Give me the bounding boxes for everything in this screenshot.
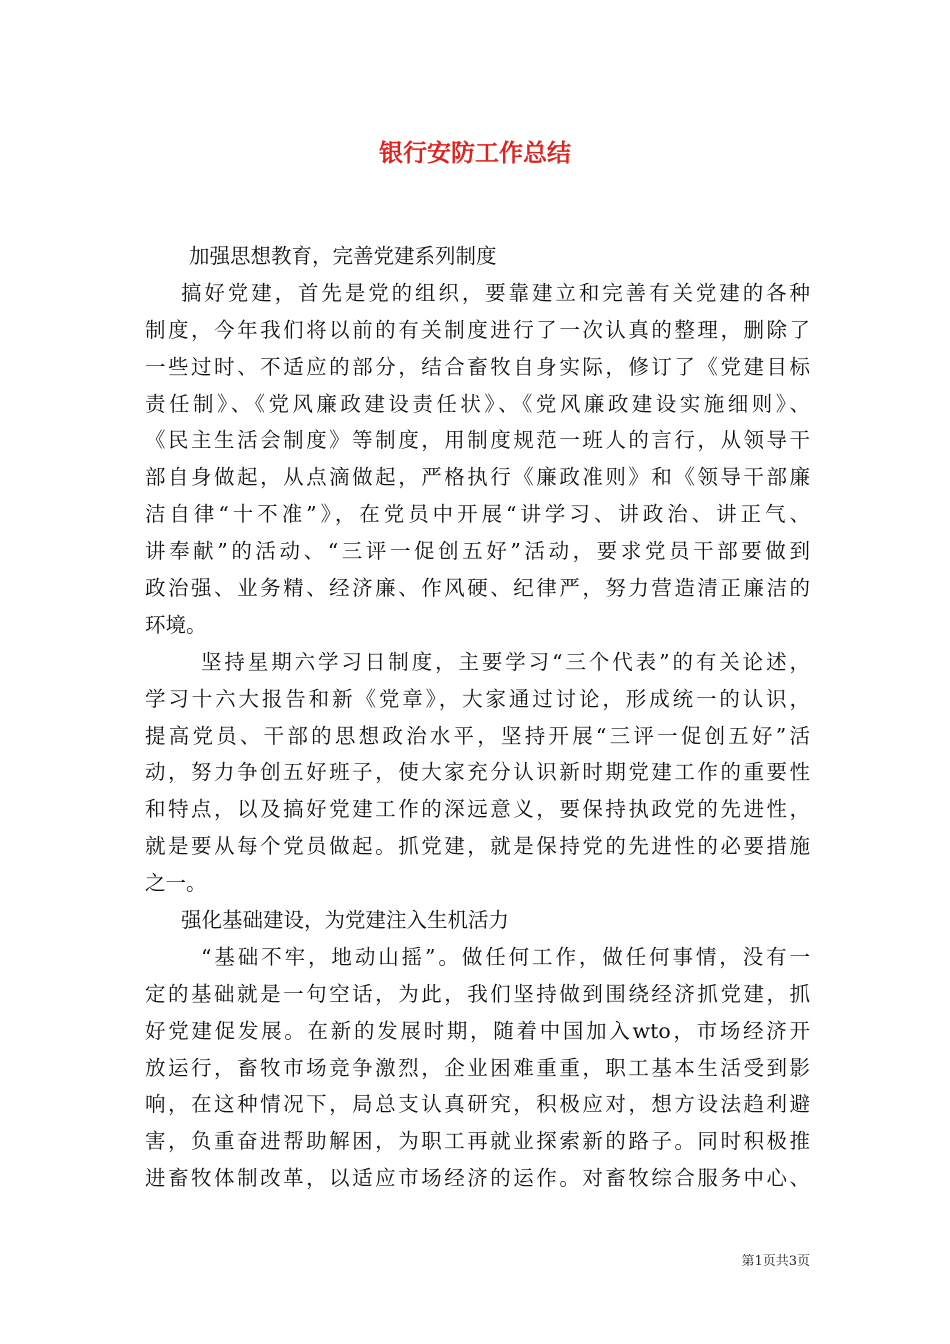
text-line: 政治强、业务精、经济廉、作风硬、纪律严，努力营造清正廉洁的 [145, 576, 810, 601]
text-line: 责任制》、《党风廉政建设责任状》、《党风廉政建设实施细则》、 [145, 391, 810, 416]
text-line: 响，在这种情况下，局总支认真研究，积极应对，想方设法趋利避 [145, 1092, 810, 1117]
text-line: 讲奉献”的活动、“三评一促创五好”活动，要求党员干部要做到 [145, 539, 810, 564]
text-line: 放运行，畜牧市场竞争激烈，企业困难重重，职工基本生活受到影 [145, 1055, 810, 1080]
text-line: 坚持星期六学习日制度，主要学习“三个代表”的有关论述， [201, 649, 810, 674]
text-line: 好党建促发展。在新的发展时期，随着中国加入wto，市场经济开 [145, 1018, 810, 1043]
text-line: 制度，今年我们将以前的有关制度进行了一次认真的整理，删除了 [145, 317, 810, 342]
document-body [145, 238, 810, 1197]
text-line: 进畜牧体制改革，以适应市场经济的运作。对畜牧综合服务中心、 [145, 1166, 810, 1191]
heading-line: 强化基础建设，为党建注入生机活力 [181, 908, 509, 933]
text-line: 一些过时、不适应的部分，结合畜牧自身实际，修订了《党建目标 [145, 354, 810, 379]
text-line: 就是要从每个党员做起。抓党建，就是保持党的先进性的必要措施 [145, 834, 810, 859]
text-line: 《民主生活会制度》等制度，用制度规范一班人的言行，从领导干 [145, 428, 810, 453]
text-line: 洁自律“十不准”》，在党员中开展“讲学习、讲政治、讲正气、 [145, 502, 810, 527]
text-line: 学习十六大报告和新《党章》，大家通过讨论，形成统一的认识， [145, 686, 810, 711]
text-line: 害，负重奋进帮助解困，为职工再就业探索新的路子。同时积极推 [145, 1129, 810, 1154]
page-number: 第1页共3页 [741, 1254, 810, 1269]
document-title: 银行安防工作总结 [379, 138, 571, 167]
heading-line: 加强思想教育，完善党建系列制度 [189, 244, 497, 268]
text-line: 提高党员、干部的思想政治水平，坚持开展“三评一促创五好”活 [145, 723, 810, 748]
text-line: 环境。 [145, 612, 207, 637]
text-line: “基础不牢，地动山摇”。做任何工作，做任何事情，没有一 [201, 944, 810, 969]
text-line: 和特点，以及搞好党建工作的深远意义，要保持执政党的先进性， [145, 797, 810, 822]
text-line: 动，努力争创五好班子，使大家充分认识新时期党建工作的重要性 [145, 760, 810, 785]
text-line: 搞好党建，首先是党的组织，要靠建立和完善有关党建的各种 [181, 280, 810, 305]
text-line: 部自身做起，从点滴做起，严格执行《廉政准则》和《领导干部廉 [145, 465, 810, 490]
text-line: 定的基础就是一句空话，为此，我们坚持做到围绕经济抓党建，抓 [145, 981, 810, 1006]
text-line: 之一。 [145, 871, 207, 896]
